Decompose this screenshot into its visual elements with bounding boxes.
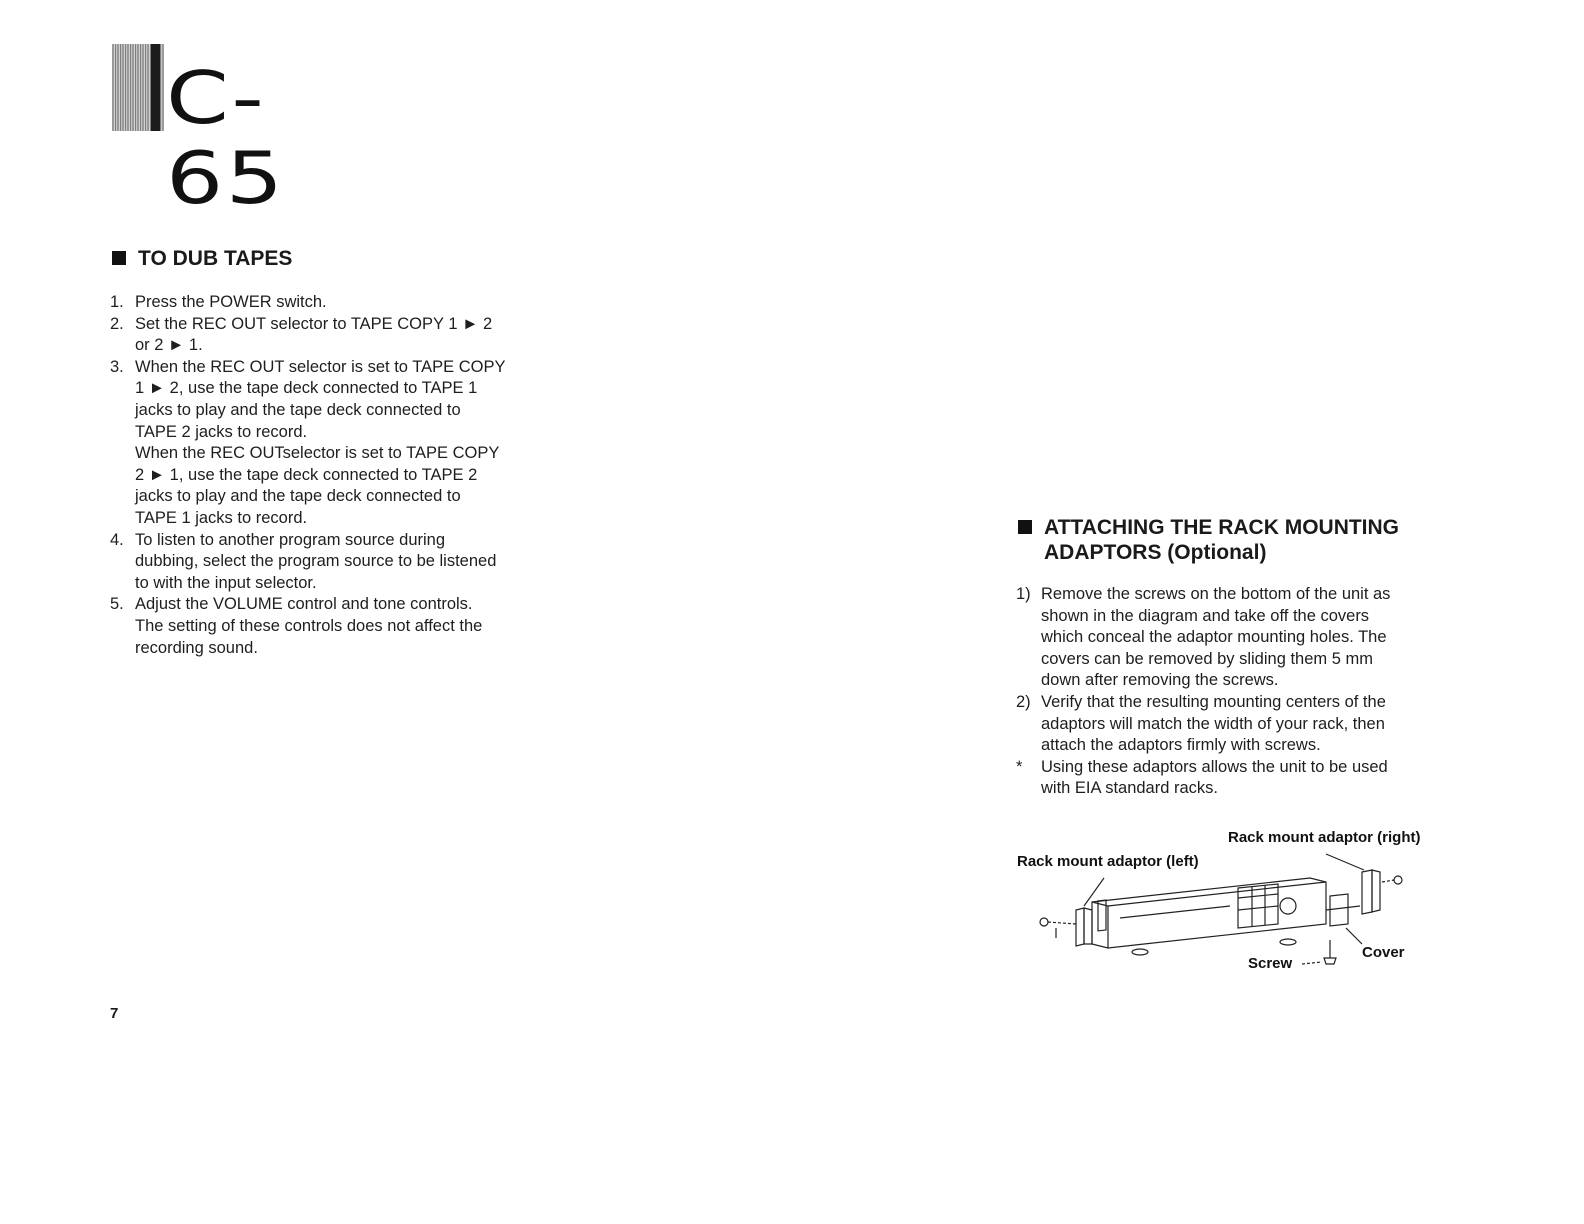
step-text-line: To listen to another program source during: [135, 530, 446, 549]
step-text-line: adaptors will match the width of your rack, then: [1041, 714, 1385, 733]
step-item: [110, 357, 530, 530]
step-item: [1016, 757, 1416, 800]
step-text-line: which conceal the adaptor mounting holes. The: [1041, 628, 1387, 647]
step-text-line: Verify that the resulting mounting centers of the: [1041, 692, 1386, 711]
title-line-1: ATTACHING THE RACK MOUNTING: [1044, 516, 1400, 539]
step-text: [135, 530, 530, 595]
step-text-line: jacks to play and the tape deck connected to: [135, 400, 461, 419]
logo-stripes-graphic: [112, 44, 164, 131]
foot: [1132, 949, 1148, 955]
rack-steps-list: [1016, 584, 1416, 800]
step-text-line: shown in the diagram and take off the covers: [1041, 606, 1370, 625]
left-rack-adaptor: [1040, 878, 1104, 946]
title-line-2: ADAPTORS (Optional): [1044, 541, 1267, 564]
step-text-line: with EIA standard racks.: [1041, 779, 1218, 798]
step-text-line: Using these adaptors allows the unit to be used: [1041, 757, 1388, 776]
step-item: [1016, 584, 1416, 692]
step-text-line: down after removing the screws.: [1041, 671, 1279, 690]
step-text: [135, 594, 530, 659]
step-number: 4.: [110, 530, 124, 549]
right-rack-adaptor: [1326, 854, 1402, 914]
foot: [1280, 939, 1296, 945]
step-text-line: TAPE 2 jacks to record.: [135, 422, 308, 441]
step-item: [110, 292, 530, 314]
section-title-text: [1044, 515, 1399, 565]
unit-body: [1092, 878, 1326, 948]
step-item: [110, 530, 530, 595]
step-text-line: Remove the screws on the bottom of the unit as: [1041, 585, 1391, 603]
dub-steps-list: [110, 292, 530, 659]
step-number: 1): [1016, 585, 1031, 603]
step-number: 2): [1016, 692, 1031, 711]
step-number: 3.: [110, 357, 124, 376]
step-text-line: When the REC OUT selector is set to TAPE COPY: [135, 357, 506, 376]
step-text-line: The setting of these controls does not affect the: [135, 616, 483, 635]
label-rack-adaptor-right: Rack mount adaptor (right): [1228, 829, 1421, 846]
step-text-line: jacks to play and the tape deck connected to: [135, 487, 461, 506]
cover-and-screw: [1302, 894, 1362, 964]
step-number: 5.: [110, 595, 124, 614]
step-text-line: covers can be removed by sliding them 5 mm: [1041, 649, 1373, 668]
step-item: [1016, 692, 1416, 757]
square-bullet-icon: [1018, 520, 1032, 534]
step-text-line: Set the REC OUT selector to TAPE COPY 1 ► 2: [135, 314, 493, 333]
step-text-line: dubbing, select the program source to be listened: [135, 552, 497, 571]
step-text: [1041, 757, 1416, 800]
section-title-text: TO DUB TAPES: [138, 247, 293, 270]
step-number: 2.: [110, 314, 124, 333]
page-number: 7: [110, 1005, 119, 1022]
step-text-line: recording sound.: [135, 638, 258, 657]
step-number: 1.: [110, 293, 124, 311]
step-text-line: to with the input selector.: [135, 573, 317, 592]
label-rack-adaptor-left: Rack mount adaptor (left): [1017, 853, 1199, 870]
step-text-line: When the REC OUTselector is set to TAPE COPY: [135, 444, 500, 463]
square-bullet-icon: [112, 251, 126, 265]
step-item: [110, 594, 530, 659]
label-screw: Screw: [1248, 955, 1293, 972]
rack-mount-diagram: [1030, 840, 1420, 980]
step-text: [1041, 584, 1416, 692]
step-text-line: Press the POWER switch.: [135, 293, 327, 311]
step-number: *: [1016, 757, 1023, 776]
section-title-dub-tapes: [112, 246, 292, 271]
step-text: [1041, 692, 1416, 757]
step-text-line: 1 ► 2, use the tape deck connected to TAPE 1: [135, 379, 478, 398]
step-text: [135, 357, 530, 530]
step-text-line: TAPE 1 jacks to record.: [135, 508, 308, 527]
model-name: C-65: [166, 56, 286, 220]
label-cover: Cover: [1362, 944, 1405, 961]
step-text-line: 2 ► 1, use the tape deck connected to TAPE 2: [135, 465, 478, 484]
step-text-line: Adjust the VOLUME control and tone controls.: [135, 595, 473, 614]
step-text-line: attach the adaptors firmly with screws.: [1041, 736, 1321, 755]
step-text: [135, 292, 530, 314]
step-text: [135, 314, 530, 357]
section-title-rack-adaptors: [1018, 515, 1448, 565]
step-item: [110, 314, 530, 357]
step-text-line: or 2 ► 1.: [135, 336, 203, 355]
